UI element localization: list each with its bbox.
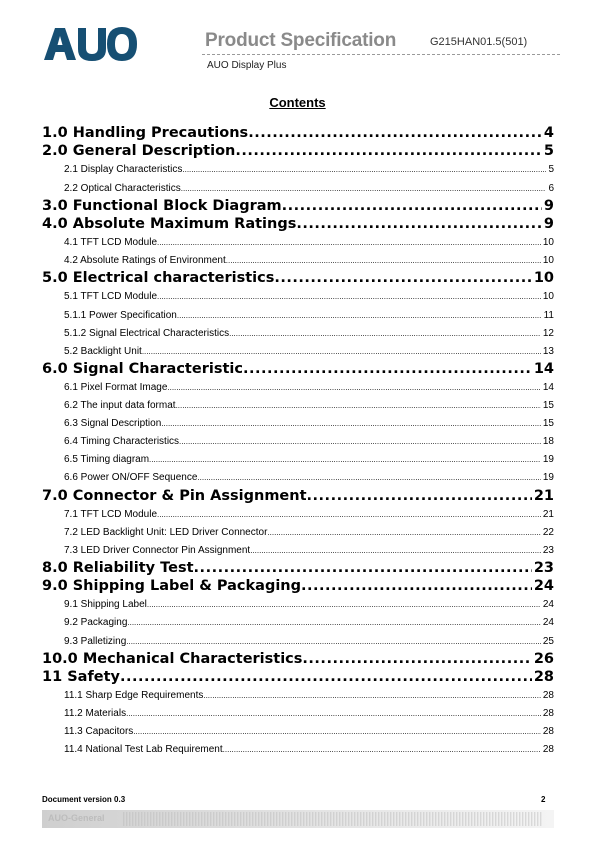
- header-divider: [202, 54, 560, 55]
- toc-entry-label: 2.2 Optical Characteristics: [64, 182, 181, 194]
- toc-dot-leader: [229, 326, 541, 342]
- toc-subsection-entry[interactable]: [42, 378, 554, 396]
- toc-entry-page: 9: [543, 215, 554, 232]
- toc-entry-label: 2.0 General Description: [42, 143, 236, 160]
- toc-entry-page: 24: [533, 578, 554, 595]
- toc-entry-page: 23: [533, 560, 554, 577]
- toc-entry-page: 10: [542, 255, 554, 267]
- toc-entry-page: 26: [533, 650, 554, 667]
- toc-entry-page: 21: [533, 487, 554, 504]
- toc-subsection-entry[interactable]: [42, 396, 554, 414]
- toc-entry-page: 14: [542, 381, 554, 393]
- toc-entry-label: 5.2 Backlight Unit: [64, 345, 142, 357]
- toc-dot-leader: [181, 181, 547, 197]
- toc-entry-label: 6.4 Timing Characteristics: [64, 436, 180, 448]
- toc-entry-page: 28: [542, 690, 554, 702]
- toc-entry-page: 5: [548, 164, 554, 176]
- toc-section-entry[interactable]: [42, 197, 554, 215]
- toc-entry-page: 28: [542, 708, 554, 720]
- toc-entry-page: 24: [542, 617, 554, 629]
- toc-dot-leader: [149, 452, 541, 468]
- toc-entry-label: 11 Safety: [42, 668, 120, 685]
- toc-entry-page: 10: [533, 270, 554, 287]
- toc-dot-leader: [223, 742, 541, 758]
- toc-entry-label: 4.0 Absolute Maximum Ratings: [42, 215, 297, 232]
- contents-heading: Contents: [269, 95, 326, 110]
- toc-dot-leader: [282, 197, 542, 215]
- toc-entry-page: 28: [533, 668, 554, 685]
- toc-entry-page: 28: [542, 744, 554, 756]
- toc-entry-label: 7.3 LED Driver Connector Pin Assignment: [64, 544, 251, 556]
- toc-entry-label: 11.3 Capacitors: [64, 726, 134, 738]
- toc-subsection-entry[interactable]: [42, 523, 554, 541]
- toc-entry-label: 9.3 Palletizing: [64, 635, 127, 647]
- toc-entry-page: 21: [542, 508, 554, 520]
- toc-entry-label: 11.2 Materials: [64, 708, 127, 720]
- toc-subsection-entry[interactable]: [42, 450, 554, 468]
- toc-entry-label: 6.1 Pixel Format Image: [64, 381, 168, 393]
- table-of-contents: [42, 124, 554, 758]
- toc-section-entry[interactable]: [42, 360, 554, 378]
- document-title: Product Specification: [205, 30, 397, 51]
- model-number: G215HAN01.5(501): [430, 36, 528, 48]
- toc-entry-label: 4.2 Absolute Ratings of Environment: [64, 255, 226, 267]
- toc-dot-leader: [167, 380, 541, 396]
- toc-dot-leader: [182, 162, 546, 178]
- toc-section-entry[interactable]: [42, 650, 554, 668]
- toc-subsection-entry[interactable]: [42, 541, 554, 559]
- toc-dot-leader: [226, 253, 541, 269]
- toc-dot-leader: [120, 668, 532, 686]
- toc-dot-leader: [133, 724, 541, 740]
- toc-dot-leader: [235, 142, 542, 160]
- toc-dot-leader: [194, 559, 532, 577]
- toc-subsection-entry[interactable]: [42, 178, 554, 196]
- toc-dot-leader: [307, 487, 532, 505]
- toc-dot-leader: [197, 470, 540, 486]
- toc-dot-leader: [126, 634, 541, 650]
- toc-subsection-entry[interactable]: [42, 631, 554, 649]
- toc-entry-page: 19: [542, 454, 554, 466]
- toc-entry-page: 12: [542, 327, 554, 339]
- toc-entry-label: 2.1 Display Characteristics: [64, 164, 183, 176]
- toc-entry-label: 11.4 National Test Lab Requirement: [64, 744, 223, 756]
- toc-section-entry[interactable]: [42, 124, 554, 142]
- toc-section-entry[interactable]: [42, 215, 554, 233]
- footer-brand: AUO-General: [48, 813, 105, 823]
- toc-entry-page: 18: [542, 436, 554, 448]
- toc-entry-label: 4.1 TFT LCD Module: [64, 237, 158, 249]
- toc-subsection-entry[interactable]: [42, 287, 554, 305]
- toc-dot-leader: [302, 650, 531, 668]
- toc-entry-label: 6.5 Timing diagram: [64, 454, 150, 466]
- toc-dot-leader: [274, 269, 531, 287]
- toc-entry-label: 5.0 Electrical characteristics: [42, 270, 275, 287]
- footer-band: [42, 810, 554, 828]
- toc-dot-leader: [248, 124, 542, 142]
- toc-entry-label: 5.1.1 Power Specification: [64, 309, 177, 321]
- toc-subsection-entry[interactable]: [42, 251, 554, 269]
- toc-entry-label: 6.6 Power ON/OFF Sequence: [64, 472, 198, 484]
- toc-dot-leader: [250, 543, 541, 559]
- toc-entry-page: 14: [533, 360, 554, 377]
- toc-entry-page: 10: [542, 291, 554, 303]
- toc-subsection-entry[interactable]: [42, 613, 554, 631]
- toc-dot-leader: [203, 688, 541, 704]
- toc-entry-page: 28: [542, 726, 554, 738]
- toc-entry-page: 11: [543, 309, 554, 321]
- toc-subsection-entry[interactable]: [42, 324, 554, 342]
- toc-section-entry[interactable]: [42, 486, 554, 504]
- toc-subsection-entry[interactable]: [42, 414, 554, 432]
- toc-section-entry[interactable]: [42, 142, 554, 160]
- toc-subsection-entry[interactable]: [42, 468, 554, 486]
- toc-dot-leader: [243, 360, 532, 378]
- toc-entry-page: 15: [542, 400, 554, 412]
- toc-subsection-entry[interactable]: [42, 740, 554, 758]
- toc-section-entry[interactable]: [42, 668, 554, 686]
- toc-subsection-entry[interactable]: [42, 686, 554, 704]
- toc-dot-leader: [267, 525, 540, 541]
- toc-subsection-entry[interactable]: [42, 160, 554, 178]
- toc-entry-label: 7.0 Connector & Pin Assignment: [42, 487, 307, 504]
- toc-subsection-entry[interactable]: [42, 704, 554, 722]
- page-number: 2: [541, 795, 546, 804]
- toc-entry-page: 6: [548, 182, 554, 194]
- toc-entry-page: 9: [543, 197, 554, 214]
- toc-dot-leader: [157, 235, 541, 251]
- toc-dot-leader: [161, 416, 541, 432]
- toc-subsection-entry[interactable]: [42, 305, 554, 323]
- toc-section-entry[interactable]: [42, 577, 554, 595]
- toc-dot-leader: [296, 215, 542, 233]
- toc-dot-leader: [147, 597, 541, 613]
- toc-entry-label: 5.1.2 Signal Electrical Characteristics: [64, 327, 230, 339]
- toc-entry-label: 11.1 Sharp Edge Requirements: [64, 690, 204, 702]
- toc-entry-page: 24: [542, 599, 554, 611]
- toc-entry-label: 9.2 Packaging: [64, 617, 128, 629]
- toc-entry-label: 9.0 Shipping Label & Packaging: [42, 578, 301, 595]
- toc-dot-leader: [179, 434, 541, 450]
- toc-section-entry[interactable]: [42, 559, 554, 577]
- toc-entry-page: 23: [542, 544, 554, 556]
- toc-entry-page: 13: [542, 345, 554, 357]
- toc-section-entry[interactable]: [42, 269, 554, 287]
- document-subtitle: AUO Display Plus: [207, 60, 287, 71]
- toc-entry-label: 7.1 TFT LCD Module: [64, 508, 158, 520]
- toc-dot-leader: [157, 507, 541, 523]
- toc-entry-label: 6.2 The input data format: [64, 400, 176, 412]
- toc-entry-label: 3.0 Functional Block Diagram: [42, 197, 282, 214]
- toc-entry-label: 9.1 Shipping Label: [64, 599, 147, 611]
- toc-subsection-entry[interactable]: [42, 342, 554, 360]
- toc-entry-page: 19: [542, 472, 554, 484]
- toc-entry-label: 6.3 Signal Description: [64, 418, 162, 430]
- toc-dot-leader: [127, 615, 540, 631]
- toc-entry-page: 25: [542, 635, 554, 647]
- toc-subsection-entry[interactable]: [42, 505, 554, 523]
- toc-entry-page: 4: [543, 125, 554, 142]
- toc-subsection-entry[interactable]: [42, 432, 554, 450]
- toc-dot-leader: [142, 344, 541, 360]
- toc-dot-leader: [126, 706, 541, 722]
- toc-dot-leader: [176, 398, 541, 414]
- toc-entry-page: 5: [543, 143, 554, 160]
- toc-subsection-entry[interactable]: [42, 722, 554, 740]
- toc-entry-label: 1.0 Handling Precautions: [42, 125, 249, 142]
- document-version: Document version 0.3: [42, 795, 126, 804]
- auo-logo: [42, 24, 138, 64]
- toc-entry-label: 10.0 Mechanical Characteristics: [42, 650, 303, 667]
- toc-subsection-entry[interactable]: [42, 233, 554, 251]
- toc-dot-leader: [301, 577, 532, 595]
- toc-entry-label: 8.0 Reliability Test: [42, 560, 194, 577]
- toc-dot-leader: [157, 289, 541, 305]
- toc-entry-label: 7.2 LED Backlight Unit: LED Driver Connector: [64, 526, 268, 538]
- toc-entry-page: 10: [542, 237, 554, 249]
- toc-dot-leader: [177, 308, 542, 324]
- toc-entry-page: 15: [542, 418, 554, 430]
- toc-subsection-entry[interactable]: [42, 595, 554, 613]
- toc-entry-page: 22: [542, 526, 554, 538]
- toc-entry-label: 5.1 TFT LCD Module: [64, 291, 158, 303]
- toc-entry-label: 6.0 Signal Characteristic: [42, 360, 243, 377]
